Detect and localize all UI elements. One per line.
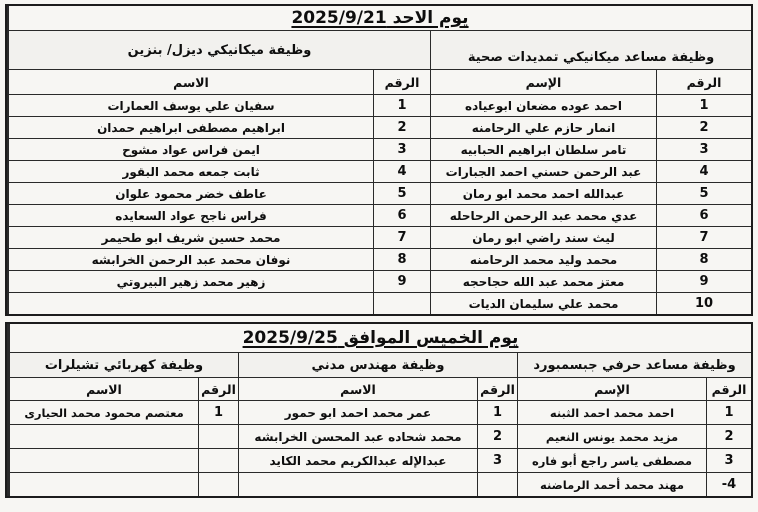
row-name: معتز محمد عبد الله حجاحجه [431, 271, 656, 292]
col-header-name-left: الاسم [10, 378, 198, 400]
row-name: ايمن فراس عواد مشوح [9, 139, 373, 160]
sunday-section-table [5, 4, 753, 316]
row-number: 3 [478, 449, 517, 472]
col-header-number-middle: الرقم [478, 378, 517, 400]
row-number: 6 [657, 205, 751, 226]
row-number: 6 [374, 205, 430, 226]
empty-cell [199, 473, 238, 496]
row-name: ابراهيم مصطفى ابراهيم حمدان [9, 117, 373, 138]
row-number: 7 [374, 227, 430, 248]
row-number: 2 [657, 117, 751, 138]
row-number: 2 [707, 425, 751, 448]
col-header-name-right: الإسم [518, 378, 706, 400]
row-number: 3 [707, 449, 751, 472]
col-header-number-right: الرقم [657, 70, 751, 94]
row-name: محمد وليد محمد الرحامنه [431, 249, 656, 270]
sunday-day-title [9, 6, 751, 30]
empty-cell [10, 473, 198, 496]
row-name: انمار حازم علي الرحامنه [431, 117, 656, 138]
job-title-gypsum-assistant: وظيفة مساعد حرفي جبسمبورد [518, 353, 751, 377]
empty-cell [374, 293, 430, 314]
row-number: 4 [657, 161, 751, 182]
empty-cell [10, 425, 198, 448]
row-number: 8 [657, 249, 751, 270]
col-header-number-left: الرقم [374, 70, 430, 94]
row-name: احمد محمد احمد الثبنه [518, 401, 706, 424]
col-header-name-right: الإسم [431, 70, 656, 94]
col-header-number-right: الرقم [707, 378, 751, 400]
row-name: محمد حسين شريف ابو طحيمر [9, 227, 373, 248]
col-header-name-middle: الاسم [239, 378, 477, 400]
job-title-chiller-electrician: وظيفة كهربائي تشيلرات [10, 353, 238, 377]
col-header-number-left: الرقم [199, 378, 238, 400]
row-number: 10 [657, 293, 751, 314]
empty-cell [199, 449, 238, 472]
empty-cell [239, 473, 477, 496]
row-name: مهند محمد أحمد الرماضنه [518, 473, 706, 496]
row-number: 8 [374, 249, 430, 270]
row-number: 7 [657, 227, 751, 248]
empty-cell [199, 425, 238, 448]
row-number: 3 [374, 139, 430, 160]
row-name: محمد علي سليمان الديات [431, 293, 656, 314]
job-title-civil-engineer: وظيفة مهندس مدني [239, 353, 517, 377]
row-number: 9 [374, 271, 430, 292]
thursday-section-table [5, 322, 753, 498]
row-name: مزيد محمد يونس النعيم [518, 425, 706, 448]
row-name: احمد عوده مضعان ابوعياده [431, 95, 656, 116]
row-number: 1 [374, 95, 430, 116]
row-number: 5 [657, 183, 751, 204]
row-number: 9 [657, 271, 751, 292]
thursday-day-title-text: يوم الخميس الموافق 2025/9/25 [242, 328, 519, 348]
row-name: معتصم محمود محمد الحيارى [10, 401, 198, 424]
row-name: مصطفى ياسر راجع أبو فاره [518, 449, 706, 472]
job-title-plumbing-assistant: وظيفة مساعد ميكانيكي تمديدات صحية [431, 31, 751, 69]
row-name: عدي محمد عبد الرحمن الرحاحله [431, 205, 656, 226]
row-name: عبدالإله عبدالكريم محمد الكايد [239, 449, 477, 472]
job-title-diesel-mechanic: وظيفة ميكانيكي ديزل/ بنزين [9, 31, 430, 69]
empty-cell [10, 449, 198, 472]
row-number: 2 [374, 117, 430, 138]
sunday-day-title-text: يوم الاحد 2025/9/21 [291, 8, 469, 28]
row-number: 3 [657, 139, 751, 160]
row-number: -4 [707, 473, 751, 496]
empty-cell [478, 473, 517, 496]
row-number: 5 [374, 183, 430, 204]
row-name: محمد شحاده عبد المحسن الخرابشه [239, 425, 477, 448]
row-name: زهير محمد زهير البيروتي [9, 271, 373, 292]
row-name: فراس ناجح عواد السعايده [9, 205, 373, 226]
row-name: تامر سلطان ابراهيم الحبابيه [431, 139, 656, 160]
empty-cell [9, 293, 373, 314]
thursday-day-title [10, 324, 751, 352]
row-name: سفيان علي يوسف العمارات [9, 95, 373, 116]
row-name: عبد الرحمن حسني احمد الجبارات [431, 161, 656, 182]
row-name: عبدالله احمد محمد ابو رمان [431, 183, 656, 204]
row-number: 1 [707, 401, 751, 424]
col-header-name-left: الاسم [9, 70, 373, 94]
row-name: عمر محمد احمد ابو حمور [239, 401, 477, 424]
row-name: عاطف خضر محمود علوان [9, 183, 373, 204]
row-number: 1 [657, 95, 751, 116]
row-number: 1 [199, 401, 238, 424]
row-number: 4 [374, 161, 430, 182]
row-number: 2 [478, 425, 517, 448]
row-name: نوفان محمد عبد الرحمن الخرابشه [9, 249, 373, 270]
row-number: 1 [478, 401, 517, 424]
row-name: ثابت جمعه محمد البقور [9, 161, 373, 182]
row-name: ليث سند راضي ابو رمان [431, 227, 656, 248]
